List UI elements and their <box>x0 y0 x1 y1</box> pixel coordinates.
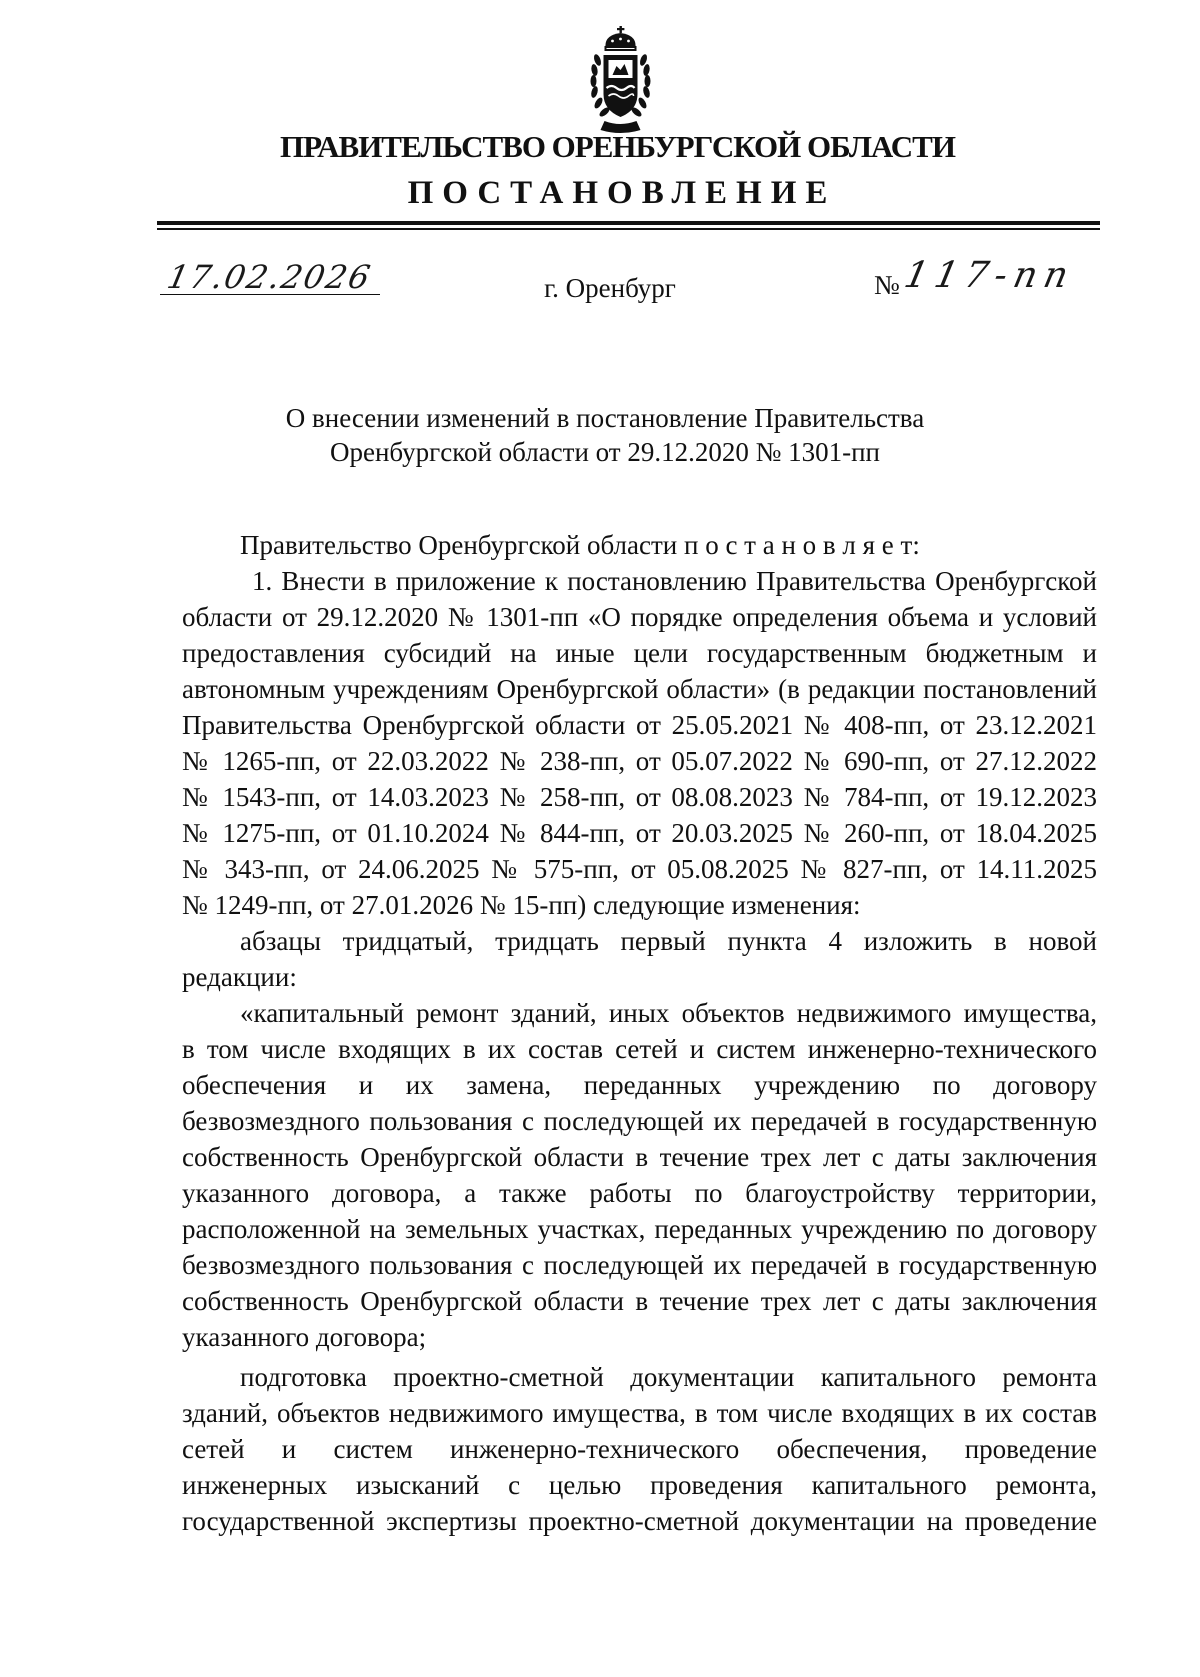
text-line: № 1265-пп, от 22.03.2022 № 238-пп, от 05.07.2022 № 690-пп, от 27.12.2022 <box>182 746 1097 776</box>
document-date: 17.02.2026 <box>164 258 376 296</box>
text-line: № 343-пп, от 24.06.2025 № 575-пп, от 05.08.2025 № 827-пп, от 14.11.2025 <box>182 854 1097 884</box>
text-line: редакции: <box>182 962 297 992</box>
text-line: предоставления субсидий на иные цели государственным бюджетным и <box>182 638 1097 668</box>
title-line: О внесении изменений в постановление Правительства <box>285 403 925 433</box>
text-line: № 1275-пп, от 01.10.2024 № 844-пп, от 20.03.2025 № 260-пп, от 18.04.2025 <box>182 818 1097 848</box>
emblem-crown <box>605 26 637 51</box>
title-line: Оренбургской области от 29.12.2020 № 1301-пп <box>330 437 880 467</box>
text-line: собственность Оренбургской области в течение трех лет с даты заключения <box>182 1142 1097 1172</box>
text-line: № 1249-пп, от 27.01.2026 № 15-пп) следующие изменения: <box>182 890 861 920</box>
document-number-field <box>900 255 1090 296</box>
text-line: зданий, объектов недвижимого имущества, в том числе входящих в их состав <box>182 1398 1097 1428</box>
coat-of-arms-emblem <box>568 26 673 136</box>
header-rule-thin <box>157 228 1100 230</box>
preamble: Правительство Оренбургской области п о с т а н о в л я е т: <box>240 530 920 560</box>
document-date-field <box>160 258 380 295</box>
text-line: № 1543-пп, от 14.03.2023 № 258-пп, от 08.08.2023 № 784-пп, от 19.12.2023 <box>182 782 1097 812</box>
header-rule-thick <box>157 221 1100 225</box>
document-number: 117-пп <box>900 255 1079 296</box>
text-line: собственность Оренбургской области в течение трех лет с даты заключения <box>182 1286 1097 1316</box>
text-line: расположенной на земельных участках, переданных учреждению по договору <box>182 1214 1097 1244</box>
paragraph-design-documentation <box>182 1359 1097 1539</box>
text-line: абзацы тридцатый, тридцать первый пункта 4 изложить в новой <box>240 926 1097 956</box>
text-line: Правительства Оренбургской области от 25.05.2021 № 408-пп, от 23.12.2021 <box>182 710 1097 740</box>
organization-title: ПРАВИТЕЛЬСТВО ОРЕНБУРГСКОЙ ОБЛАСТИ <box>280 129 955 164</box>
text-line: подготовка проектно-сметной документации капитального ремонта <box>240 1362 1097 1392</box>
paragraph-item-1 <box>182 563 1097 923</box>
text-line: указанного договора, а также работы по благоустройству территории, <box>182 1178 1097 1208</box>
text-line: безвозмездного пользования с последующей их передачей в государственную <box>182 1106 1097 1136</box>
paragraph-capital-repair <box>182 995 1097 1355</box>
text-line: указанного договора; <box>182 1322 427 1352</box>
text-line: области от 29.12.2020 № 1301-пп «О порядке определения объема и условий <box>182 602 1097 632</box>
document-city: г. Оренбург <box>544 273 676 303</box>
text-line: 1. Внести в приложение к постановлению Правительства Оренбургской <box>252 566 1097 596</box>
text-line: безвозмездного пользования с последующей их передачей в государственную <box>182 1250 1097 1280</box>
text-line: обеспечения и их замена, переданных учреждению по договору <box>182 1070 1097 1100</box>
paragraph-amendment-intro <box>182 923 1097 995</box>
emblem-shield <box>604 55 638 117</box>
text-line: инженерных изысканий с целью проведения капитального ремонта, <box>182 1470 1097 1500</box>
text-line: автономным учреждениям Оренбургской области» (в редакции постановлений <box>182 674 1097 704</box>
text-line: «капитальный ремонт зданий, иных объектов недвижимого имущества, <box>240 998 1097 1028</box>
document-type-heading: ПОСТАНОВЛЕНИЕ <box>407 175 837 211</box>
text-line: государственной экспертизы проектно-сметной документации на проведение <box>182 1506 1097 1536</box>
text-line: в том числе входящих в их состав сетей и систем инженерно-технического <box>182 1034 1097 1064</box>
text-line: сетей и систем инженерно-технического обеспечения, проведение <box>182 1434 1097 1464</box>
document-title <box>200 401 1010 469</box>
document-body <box>182 527 1097 1539</box>
number-sign: № <box>874 270 900 300</box>
